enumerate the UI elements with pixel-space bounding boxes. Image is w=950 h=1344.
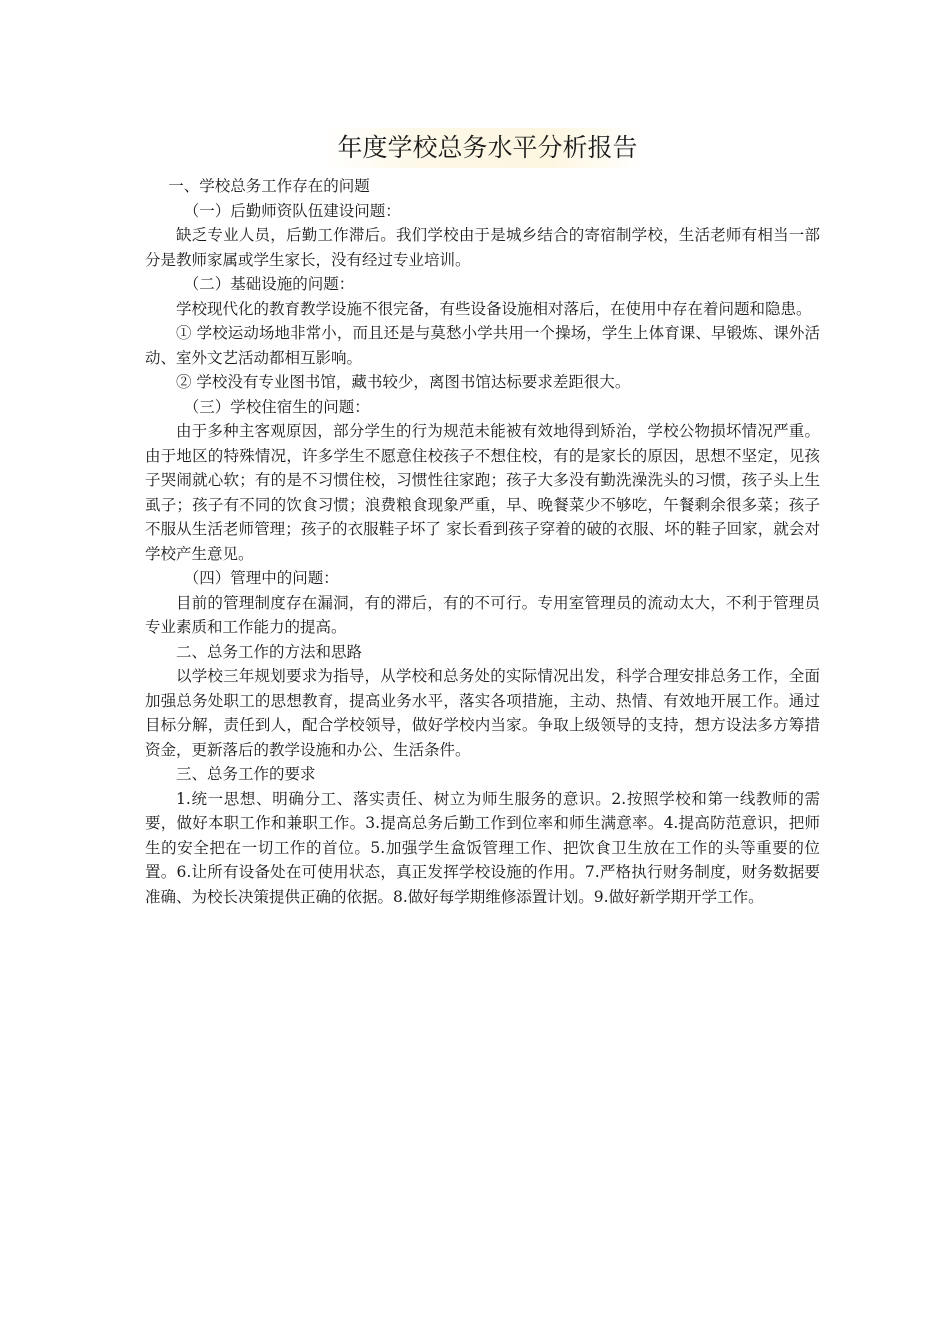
paragraph-boarders: 由于多种主客观原因，部分学生的行为规范未能被有效地得到矫治，学校公物损坏情况严重。由于地区的特殊情况，许多学生不愿意住校孩子不想住校，有的是家长的原因，思想不坚定，见孩子哭闹就心软；有的是不习惯住校，习惯性往家跑；孩子大多没有勤洗澡洗头的习惯，孩子头上生虱子；孩子有不同的饮食习惯；浪费粮食现象严重，早、晚餐菜少不够吃，午餐剩余很多菜；孩子不服从生活老师管理；孩子的衣服鞋子坏了 家长看到孩子穿着的破的衣服、坏的鞋子回家，就会对学校产生意见。 [145, 422, 820, 563]
paragraph-methods: 以学校三年规划要求为指导，从学校和总务处的实际情况出发，科学合理安排总务工作，全面加强总务处职工的思想教育，提高业务水平，落实各项措施，主动、热情、有效地开展工作。通过目标分解，责任到人，配合学校领导，做好学校内当家。争取上级领导的支持，想方设法多方筹措资金，更新落后的教学设施和办公、生活条件。 [145, 667, 820, 759]
paragraph-requirements: 1.统一思想、明确分工、落实责任、树立为师生服务的意识。2.按照学校和第一线教师的需要，做好本职工作和兼职工作。3.提高总务后勤工作到位率和师生满意率。4.提高防范意识，把师生的安全把在一切工作的首位。5.加强学生盒饭管理工作、把饮食卫生放在工作的头等重要的位置。6.让所有设备处在可使用状态，真正发挥学校设施的作用。7.严格执行财务制度，财务数据要准确、为校长决策提供正确的依据。8.做好每学期维修添置计划。9.做好新学期开学工作。 [145, 789, 820, 906]
document-page [145, 128, 820, 909]
subheading-boarders: （三）学校住宿生的问题： [183, 397, 370, 416]
section-heading-problems: 一、学校总务工作存在的问题 [168, 177, 370, 195]
paragraph-sports-field: ① 学校运动场地非常小，而且还是与莫愁小学共用一个操场，学生上体育课、早锻炼、课外活动、室外文艺活动都相互影响。 [145, 324, 820, 367]
subheading-staffing: （一）后勤师资队伍建设问题： [183, 201, 401, 220]
paragraph-infrastructure: 学校现代化的教育教学设施不很完备，有些设备设施相对落后，在使用中存在着问题和隐患。 [176, 299, 812, 318]
subheading-management: （四）管理中的问题： [183, 569, 339, 587]
paragraph-library: ② 学校没有专业图书馆，藏书较少，离图书馆达标要求差距很大。 [176, 373, 631, 391]
paragraph-management: 目前的管理制度存在漏洞，有的滞后，有的不可行。专用室管理员的流动太大，不利于管理员专业素质和工作能力的提高。 [145, 593, 820, 636]
section-heading-methods: 二、总务工作的方法和思路 [176, 642, 363, 661]
document-body [145, 174, 820, 909]
section-heading-requirements: 三、总务工作的要求 [176, 765, 316, 783]
document-title: 年度学校总务水平分析报告 [145, 128, 820, 168]
subheading-infrastructure: （二）基础设施的问题： [183, 275, 355, 293]
paragraph-staffing: 缺乏专业人员，后勤工作滞后。我们学校由于是城乡结合的寄宿制学校，生活老师有相当一部分是教师家属或学生家长，没有经过专业培训。 [145, 226, 820, 269]
